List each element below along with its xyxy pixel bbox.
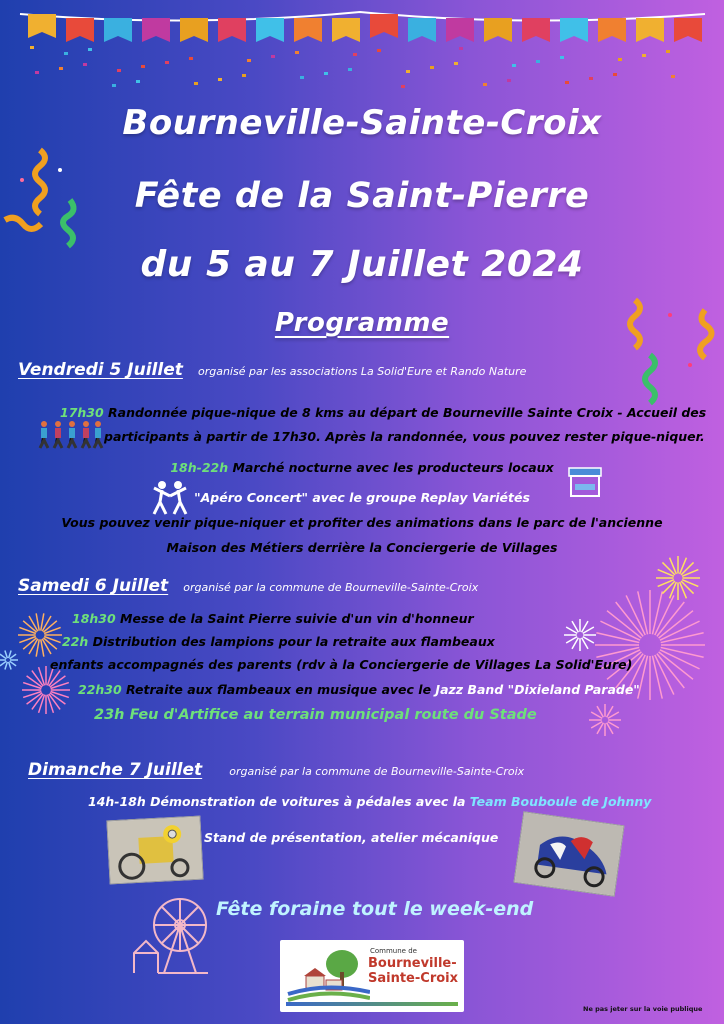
confetti-piece <box>88 48 92 51</box>
programme-heading: Programme <box>274 308 450 338</box>
bunting-flag <box>294 18 322 42</box>
saturday-parade-text: Retraite aux flambeaux en musique avec le <box>121 682 436 697</box>
sunday-demo-team: Team Bouboule de Johnny <box>469 794 652 809</box>
logo-line2: Bourneville- <box>368 956 457 971</box>
fair-announcement: Fête foraine tout le week-end <box>216 898 534 920</box>
pedal-car-photo-left <box>106 816 203 885</box>
confetti-piece <box>353 53 357 56</box>
confetti-piece <box>671 75 675 78</box>
confetti-piece <box>295 51 299 54</box>
pedal-car-photo-right <box>513 811 624 896</box>
fireworks-right-decoration <box>560 550 724 740</box>
sunday-demo-text: Démonstration de voitures à pédales avec la <box>145 794 470 809</box>
friday-market-text: Marché nocturne avec les producteurs locaux <box>228 460 554 475</box>
confetti-piece <box>83 63 87 66</box>
saturday-fireworks-line <box>94 707 537 723</box>
bunting-flag <box>332 18 360 42</box>
saturday-mass-time: 18h30 <box>72 611 116 626</box>
bunting-flag <box>370 14 398 38</box>
saturday-organizer: organisé par la commune de Bourneville-Sainte-Croix <box>183 581 479 594</box>
firework-ray <box>5 650 7 658</box>
bunting-flag <box>598 18 626 42</box>
firework-ray <box>19 627 36 633</box>
confetti-piece <box>613 73 617 76</box>
firework-ray <box>9 662 11 670</box>
firework-ray <box>652 591 662 634</box>
confetti-piece <box>401 85 405 88</box>
confetti-piece <box>141 65 145 68</box>
firework-ray <box>19 637 36 643</box>
firework-ray <box>9 650 11 658</box>
confetti-piece <box>165 61 169 64</box>
firework-ray <box>44 627 61 633</box>
sunday-section-header <box>28 760 524 780</box>
bunting-flag <box>218 18 246 42</box>
confetti-piece <box>247 59 251 62</box>
confetti-piece <box>35 71 39 74</box>
bunting-flag <box>636 18 664 42</box>
commune-logo <box>280 940 464 1012</box>
firework-ray <box>661 633 704 643</box>
friday-concert-line <box>0 490 724 505</box>
confetti-piece <box>565 81 569 84</box>
firework-ray <box>596 647 639 657</box>
confetti-piece <box>324 72 328 75</box>
saturday-lamp-time: 22h <box>62 634 89 649</box>
saturday-fireworks-text: Feu d'Artifice au terrain municipal route du Stade <box>124 707 537 723</box>
confetti-piece <box>589 77 593 80</box>
confetti-piece <box>454 62 458 65</box>
sunday-day-label: Dimanche 7 Juillet <box>28 760 203 780</box>
confetti-piece <box>483 83 487 86</box>
confetti-piece <box>218 78 222 81</box>
hikers-icon <box>34 418 104 452</box>
saturday-lamp-line <box>62 634 495 649</box>
town-title: Bourneville-Sainte-Croix <box>122 103 602 143</box>
firework-ray <box>652 656 662 699</box>
bunting-flag <box>674 18 702 42</box>
confetti-piece <box>112 84 116 87</box>
bunting-flag <box>560 18 588 42</box>
saturday-day-label: Samedi 6 Juillet <box>18 576 169 596</box>
confetti-piece <box>136 80 140 83</box>
confetti-piece <box>377 49 381 52</box>
logo-line1: Commune de <box>370 947 417 955</box>
confetti-piece <box>618 58 622 61</box>
bunting-flag <box>104 18 132 42</box>
confetti-piece <box>30 46 34 49</box>
bunting-flag <box>28 14 56 38</box>
friday-hike-text1: Randonnée pique-nique de 8 kms au départ de Bourneville Sainte Croix - Accueil des <box>103 405 707 420</box>
sunday-demo-line <box>88 794 651 809</box>
confetti-piece <box>348 68 352 71</box>
firework-ray <box>44 637 61 643</box>
confetti-piece <box>242 74 246 77</box>
friday-picnic-line1: Vous pouvez venir pique-niquer et profiter des animations dans le parc de l'ancienne <box>61 515 663 530</box>
bunting-flag <box>180 18 208 42</box>
bunting-flag <box>142 18 170 42</box>
confetti-piece <box>459 47 463 50</box>
bunting-flag <box>446 18 474 42</box>
sunday-organizer: organisé par la commune de Bourneville-Sainte-Croix <box>229 765 525 778</box>
saturday-mass-text: Messe de la Saint Pierre suivie d'un vin d'honneur <box>115 611 474 626</box>
confetti-piece <box>64 52 68 55</box>
friday-concert-band: Replay Variétés <box>420 490 530 505</box>
bunting-decoration <box>0 0 724 90</box>
logo-line3: Sainte-Croix <box>368 971 458 986</box>
confetti-piece <box>666 50 670 53</box>
saturday-fireworks-time: 23h <box>94 707 125 723</box>
friday-hike-line1 <box>60 405 720 420</box>
friday-picnic-line2: Maison des Métiers derrière la Conciergerie de Villages <box>166 540 558 555</box>
confetti-piece <box>300 76 304 79</box>
footer-note: Ne pas jeter sur la voie publique <box>583 1005 703 1013</box>
friday-hike-time: 17h30 <box>60 405 104 420</box>
bunting-flag <box>256 18 284 42</box>
confetti-piece <box>507 79 511 82</box>
firework-ray <box>10 654 16 659</box>
firework-ray <box>0 661 6 666</box>
friday-hike-text2: participants à partir de 17h30. Après la randonnée, vous pouvez rester pique-niquer. <box>104 429 705 444</box>
firework-ray <box>596 633 639 643</box>
friday-section-header <box>18 360 526 380</box>
confetti-piece <box>189 57 193 60</box>
sunday-demo-time: 14h-18h <box>88 794 146 809</box>
bunting-flag <box>408 18 436 42</box>
confetti-piece <box>59 67 63 70</box>
friday-market-time: 18h-22h <box>170 460 229 475</box>
confetti-piece <box>117 69 121 72</box>
firework-ray <box>10 661 16 666</box>
friday-day-label: Vendredi 5 Juillet <box>18 360 183 380</box>
logo-swoosh <box>286 1002 458 1006</box>
firework-ray <box>5 662 7 670</box>
firework-ray <box>661 647 704 657</box>
dates-title: du 5 au 7 Juillet 2024 <box>140 244 584 285</box>
confetti-piece <box>406 70 410 73</box>
confetti-piece <box>271 55 275 58</box>
saturday-parade-band: Jazz Band "Dixieland Parade" <box>435 682 640 697</box>
firework-ray <box>638 591 648 634</box>
confetti-piece <box>512 64 516 67</box>
friday-market-line <box>0 460 724 475</box>
confetti-piece <box>560 56 564 59</box>
ferris-wheel-icon <box>128 895 218 977</box>
saturday-parade-time: 22h30 <box>78 682 122 697</box>
saturday-section-header <box>18 576 478 596</box>
saturday-lamp-text: Distribution des lampions pour la retraite aux flambeaux <box>88 634 495 649</box>
saturday-parade-line <box>78 682 640 697</box>
confetti-piece <box>536 60 540 63</box>
event-title: Fête de la Saint-Pierre <box>134 176 590 216</box>
firework-ray <box>0 654 6 659</box>
confetti-piece <box>642 54 646 57</box>
saturday-lamp-text2: enfants accompagnés des parents (rdv à la Conciergerie de Villages La Solid'Eure) <box>50 657 633 672</box>
bunting-flag <box>66 18 94 42</box>
village-tree-icon <box>286 946 370 1006</box>
confetti-piece <box>430 66 434 69</box>
confetti-piece <box>194 82 198 85</box>
friday-organizer: organisé par les associations La Solid'Eure et Rando Nature <box>197 365 527 378</box>
bunting-flag <box>484 18 512 42</box>
sunday-stand-text: Stand de présentation, atelier mécanique <box>204 830 499 845</box>
bunting-flag <box>522 18 550 42</box>
friday-concert-prefix: "Apéro Concert" avec le groupe <box>194 490 421 505</box>
saturday-mass-line <box>72 611 474 626</box>
